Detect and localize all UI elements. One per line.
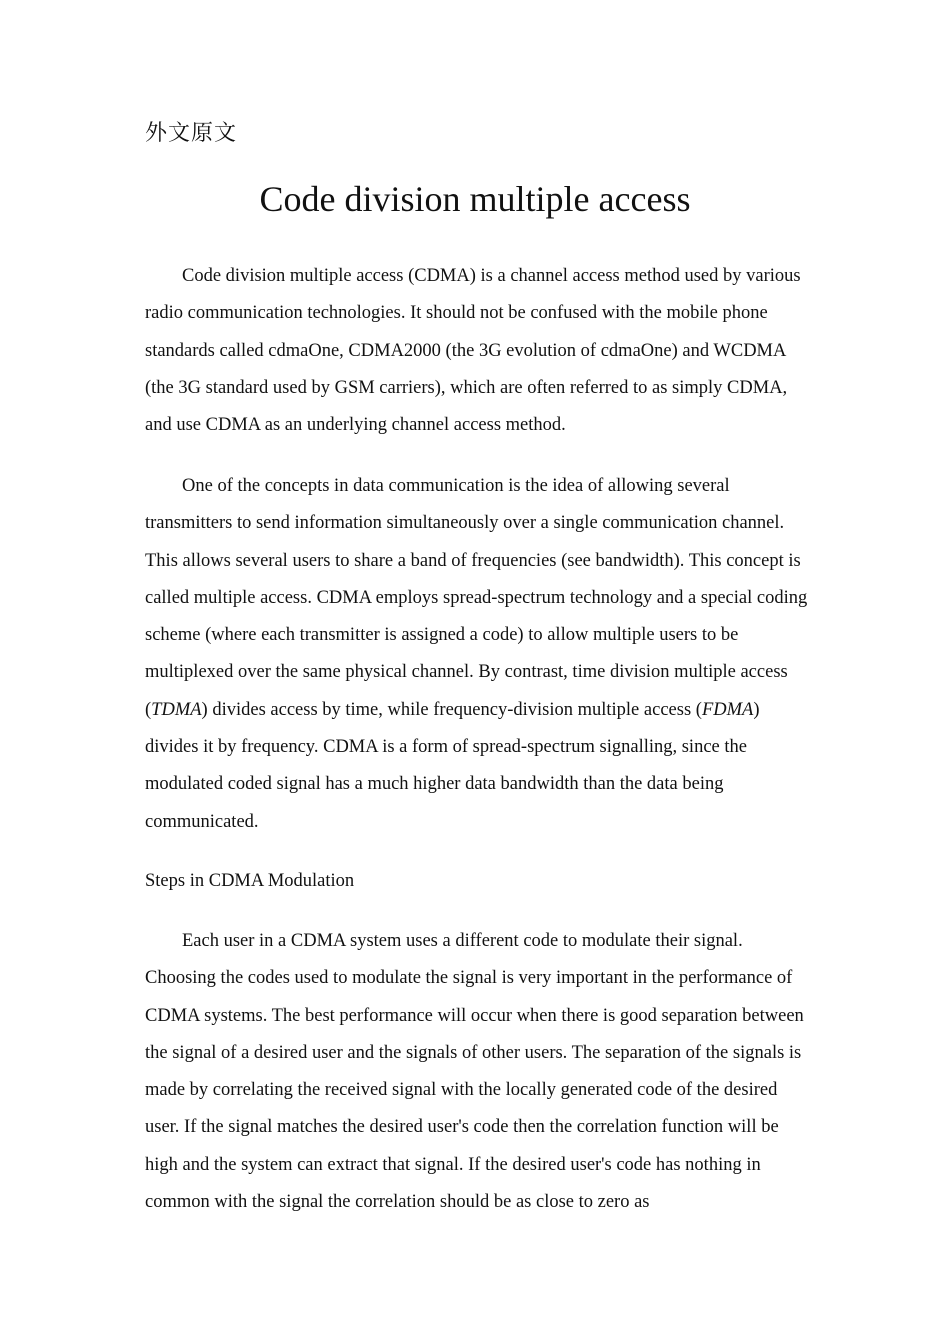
paragraph-multiple-access <box>145 468 810 841</box>
paragraph-text-segment: ) divides access by time, while frequency-division multiple access ( <box>201 699 702 720</box>
fdma-term: FDMA <box>701 699 754 720</box>
paragraph-text-segment: One of the concepts in data communication is the idea of allowing several transmitters to send information simultaneously over a single communication channel. This allows several users to share a band of frequencies (see bandwidth). This concept is called multiple access. CDMA employs spread-spectrum technology and a special coding scheme (where each transmitter is assigned a code) to allow multiple users to be multiplexed over the same physical channel. By contrast, time division multiple access ( <box>145 476 808 720</box>
tdma-term: TDMA <box>151 699 202 720</box>
paragraph-intro: Code division multiple access (CDMA) is a channel access method used by various radio communication technologies. It should not be confused with the mobile phone standards called cdmaOne, CDMA2000 (the 3G evolution of cdmaOne) and WCDMA (the 3G standard used by GSM carriers), which are often referred to as simply CDMA, and use CDMA as an underlying channel access method. <box>145 266 801 436</box>
document-title: Code division multiple access <box>259 179 691 219</box>
section-label: 外文原文 <box>145 121 238 146</box>
section-heading: Steps in CDMA Modulation <box>145 871 355 891</box>
paragraph-text-segment: ) divides it by frequency. CDMA is a form of spread-spectrum signalling, since the modulated coded signal has a much higher data bandwidth than the data being communicated. <box>145 699 760 832</box>
paragraph-modulation-steps: Each user in a CDMA system uses a different code to modulate their signal. Choosing the codes used to modulate the signal is very important in the performance of CDMA systems. The best performance will occur when there is good separation between the signal of a desired user and the signals of other users. The separation of the signals is made by correlating the received signal with the locally generated code of the desired user. If the signal matches the desired user's code then the correlation function will be high and the system can extract that signal. If the desired user's code has nothing in common with the signal the correlation should be as close to zero as <box>145 931 804 1213</box>
